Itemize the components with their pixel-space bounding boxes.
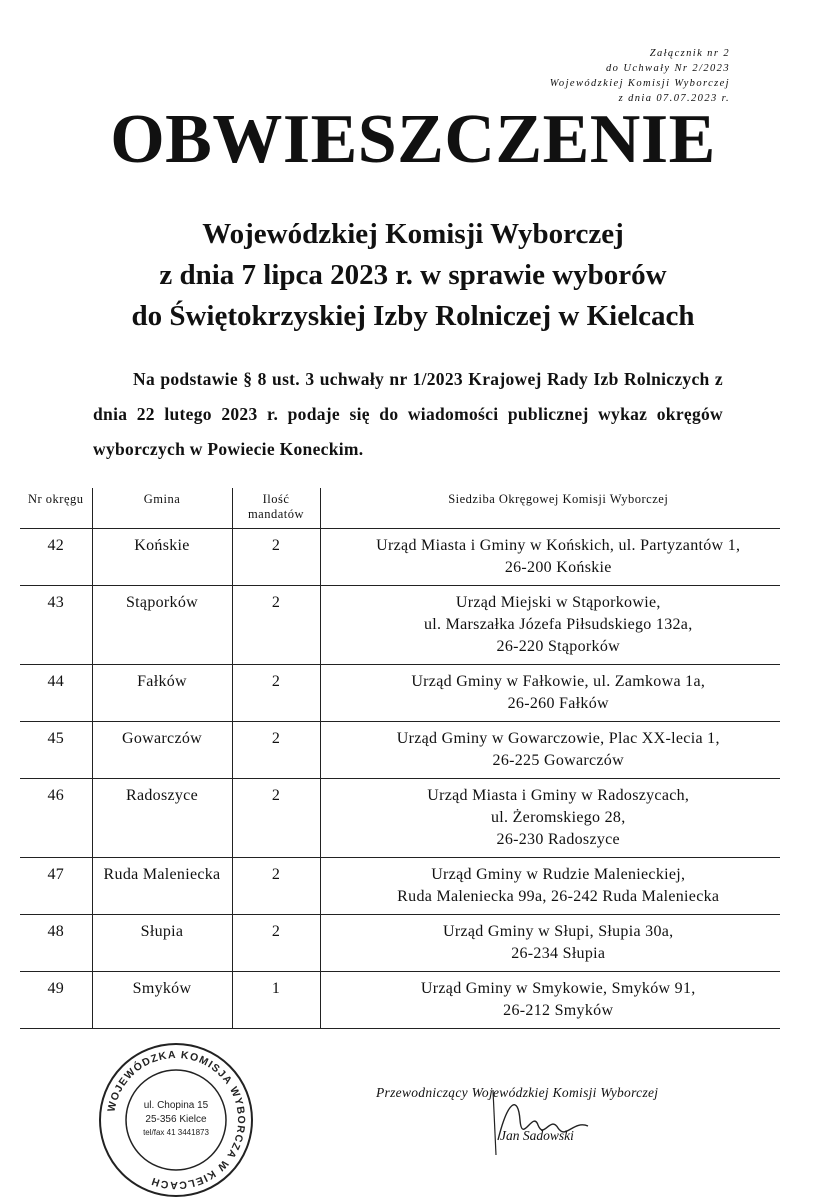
header-siedziba: Siedziba Okręgowej Komisji Wyborczej: [320, 488, 780, 529]
district-gmina: Ruda Maleniecka: [92, 858, 232, 915]
stamp-line: 25-356 Kielce: [145, 1114, 207, 1125]
page-title: OBWIESZCZENIE: [110, 101, 716, 178]
district-seat: [320, 529, 780, 586]
district-gmina: Fałków: [92, 665, 232, 722]
subtitle: [0, 214, 826, 337]
seat-line: Urząd Gminy w Smykowie, Smyków 91,: [420, 980, 696, 997]
subtitle-line: Wojewódzkiej Komisji Wyborczej: [202, 218, 624, 250]
stamp-line: ul. Chopina 15: [143, 1100, 209, 1111]
seat-line: Urząd Gminy w Fałkowie, ul. Zamkowa 1a,: [411, 673, 706, 690]
signature-role: Przewodniczący Wojewódzkiej Komisji Wyborczej: [376, 1085, 659, 1100]
stamp-ring-text: WOJEWÓDZKA KOMISJA WYBORCZA W KIELCACH: [105, 1048, 248, 1192]
district-number: 43: [20, 586, 92, 665]
seat-line: 26-234 Słupia: [511, 945, 606, 962]
district-number: 49: [20, 972, 92, 1029]
seat-line: 26-225 Gowarczów: [492, 752, 624, 769]
seat-line: Urząd Miasta i Gminy w Końskich, ul. Partyzantów 1,: [376, 537, 741, 554]
district-gmina: Końskie: [92, 529, 232, 586]
seat-line: Urząd Gminy w Rudzie Malenieckiej,: [431, 866, 686, 883]
district-number: 46: [20, 779, 92, 858]
attachment-line: z dnia 07.07.2023 r.: [618, 93, 730, 104]
district-number: 48: [20, 915, 92, 972]
district-gmina: Słupia: [92, 915, 232, 972]
district-seat: [320, 858, 780, 915]
district-seat: [320, 665, 780, 722]
seat-line: Urząd Gminy w Gowarczowie, Plac XX-lecia 1,: [396, 730, 720, 747]
seat-line: 26-212 Smyków: [503, 1002, 614, 1019]
district-seat: [320, 779, 780, 858]
table-row: [20, 972, 780, 1029]
table-row: [20, 529, 780, 586]
table-row: [20, 722, 780, 779]
district-gmina: Stąporków: [92, 586, 232, 665]
header-mandaty: Ilość mandatów: [232, 488, 320, 529]
subtitle-line: z dnia 7 lipca 2023 r. w sprawie wyborów: [159, 259, 667, 291]
stamp-line: tel/fax 41 3441873: [143, 1128, 209, 1137]
seat-line: ul. Żeromskiego 28,: [490, 809, 626, 826]
district-mandates: 2: [232, 779, 320, 858]
district-number: 44: [20, 665, 92, 722]
table-header-row: [20, 488, 780, 529]
district-number: 45: [20, 722, 92, 779]
district-seat: [320, 586, 780, 665]
table-row: [20, 779, 780, 858]
table-row: [20, 665, 780, 722]
subtitle-line: do Świętokrzyskiej Izby Rolniczej w Kielcach: [131, 300, 695, 332]
attachment-line: Załącznik nr 2: [649, 48, 730, 59]
district-seat: [320, 722, 780, 779]
table-body: [20, 529, 780, 1029]
seat-line: Urząd Gminy w Słupi, Słupia 30a,: [443, 923, 674, 940]
header-nr: Nr okręgu: [20, 488, 92, 529]
signature-name: Jan Sadowski: [500, 1128, 574, 1143]
seat-line: 26-230 Radoszyce: [496, 831, 620, 848]
district-mandates: 2: [232, 529, 320, 586]
district-seat: [320, 972, 780, 1029]
seat-line: 26-200 Końskie: [504, 559, 612, 576]
attachment-line: Wojewódzkiej Komisji Wyborczej: [549, 78, 730, 89]
district-number: 47: [20, 858, 92, 915]
attachment-note: [550, 46, 730, 106]
seat-line: ul. Marszałka Józefa Piłsudskiego 132a,: [423, 616, 693, 633]
district-gmina: Radoszyce: [92, 779, 232, 858]
seat-line: 26-220 Stąporków: [496, 638, 620, 655]
district-mandates: 2: [232, 722, 320, 779]
seat-line: Urząd Miejski w Stąporkowie,: [455, 594, 661, 611]
table-row: [20, 586, 780, 665]
district-mandates: 2: [232, 915, 320, 972]
district-mandates: 1: [232, 972, 320, 1029]
district-mandates: 2: [232, 586, 320, 665]
signature-scribble-icon: [478, 1080, 608, 1160]
district-seat: [320, 915, 780, 972]
district-mandates: 2: [232, 858, 320, 915]
district-gmina: Gowarczów: [92, 722, 232, 779]
seat-line: 26-260 Fałków: [507, 695, 609, 712]
header-gmina: Gmina: [92, 488, 232, 529]
official-stamp: [96, 1040, 256, 1200]
table-row: [20, 915, 780, 972]
table-row: [20, 858, 780, 915]
district-gmina: Smyków: [92, 972, 232, 1029]
seat-line: Urząd Miasta i Gminy w Radoszycach,: [427, 787, 690, 804]
districts-table: [20, 488, 780, 1029]
district-mandates: 2: [232, 665, 320, 722]
attachment-line: do Uchwały Nr 2/2023: [606, 63, 730, 74]
intro-paragraph: Na podstawie § 8 ust. 3 uchwały nr 1/2023 Krajowej Rady Izb Rolniczych z dnia 22 lutego 2023 r. podaje się do wiadomości publicznej wykaz okręgów wyborczych w Powiecie Koneckim.: [93, 369, 723, 459]
seat-line: Ruda Maleniecka 99a, 26-242 Ruda Maleniecka: [397, 888, 720, 905]
district-number: 42: [20, 529, 92, 586]
